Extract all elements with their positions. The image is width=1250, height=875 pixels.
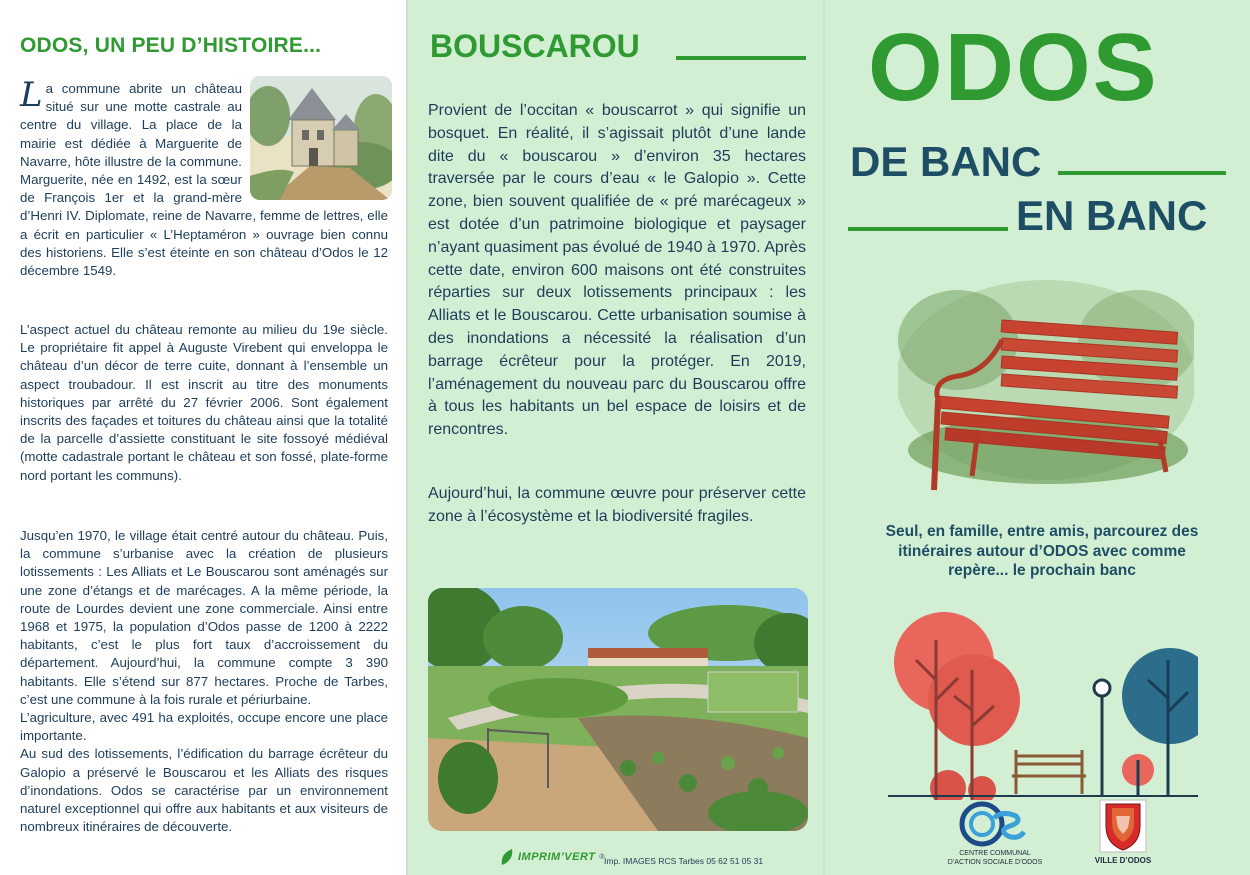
leaf-icon bbox=[500, 848, 514, 866]
drop-cap: L bbox=[20, 75, 43, 115]
history-paragraph-5: Au sud des lotissements, l’édification du barrage écrêteur du Galopio a préservé le Bouscarou et les Alliats des risques d’inondations. Odos se caractérise par un environnement naturel exceptionnel qui offre aux habitants et aux visiteurs de nombreux itinéraires de découverte. bbox=[20, 746, 388, 835]
registered-mark: ® bbox=[599, 853, 605, 861]
ccas-mark-icon bbox=[958, 800, 1028, 848]
subtitle-rule bbox=[848, 227, 1008, 231]
imprim-vert-logo bbox=[500, 848, 605, 866]
park-scene bbox=[428, 588, 808, 831]
tagline: Seul, en famille, entre amis, parcourez des itinéraires autour d’ODOS avec comme repère... le prochain banc bbox=[885, 523, 1199, 579]
history-title: ODOS, UN PEU D’HISTOIRE... bbox=[20, 34, 322, 57]
history-paragraph-3-group bbox=[20, 527, 388, 836]
ville-label: VILLE D’ODOS bbox=[1094, 856, 1152, 865]
bench-drawing bbox=[898, 280, 1194, 492]
bouscarou-paragraph-2: Aujourd’hui, la commune œuvre pour préserver cette zone à l’écosystème et la biodiversité fragiles. bbox=[428, 485, 806, 525]
castle-illustration bbox=[250, 76, 392, 200]
subtitle-en-banc: EN BANC bbox=[1016, 192, 1208, 239]
history-paragraph-1-text: a commune abrite un château situé sur une motte castrale au centre du village. La place de la mairie est dédiée à Marguerite de Navarre, hôte illustre de la commune. Marguerite, née en 1492, est la sœur de François 1er et la grand-mère d’Henri IV. Diplomate, reine de Navarre, femme de lettres, elle a écrit en particulier « L’Heptaméron » ouvrage bien connu des historiens. Elle s’est éteinte en son château d’Odos le 12 décembre 1549. bbox=[20, 81, 388, 279]
trees-bench-illustration bbox=[888, 600, 1198, 800]
shield-icon bbox=[1098, 798, 1148, 854]
ccas-label-line-2: D’ACTION SOCIALE D’ODOS bbox=[947, 859, 1043, 866]
ccas-label-line-1: CENTRE COMMUNAL bbox=[959, 850, 1031, 857]
ccas-label bbox=[932, 849, 1058, 867]
fold-line bbox=[823, 0, 825, 875]
coat-of-arms bbox=[1098, 798, 1148, 854]
title-rule bbox=[676, 56, 806, 60]
bouscarou-title: BOUSCAROU bbox=[430, 28, 640, 64]
history-paragraph-3: Jusqu’en 1970, le village était centré autour du château. Puis, la commune s’urbanise avec la création de plusieurs lotissements : Les Alliats et Le Bouscarou sont aménagés sur une zone d’étangs et de marécages. A la même période, la route de Lourdes devient une zone commerciale. Ainsi entre 1968 et 1975, la population d’Odos passe de 1200 à 2222 habitants, c’est le plus fort taux d’accroissement du département. Aujourd’hui, la commune compte 3 390 habitants. Elle s’étend sur 877 hectares. Proche de Tarbes, c’est une commune à la fois rurale et périurbaine. bbox=[20, 528, 388, 707]
history-paragraph-2: L’aspect actuel du château remonte au milieu du 19e siècle. Le propriétaire fit appel à Auguste Virebent qui enveloppa le château d’un décor de terre cuite, donnant à l’ensemble un aspect troubadour. Il est inscrit au titre des monuments historiques par arrêté du 27 février 2006. Sont également inscrits des façades et toitures du château ainsi que la totalité de la parcelle d’assiette constituant le site fossoyé médiéval (motte cadastrale portant le château et son fossé, plate-forme nord portant les communs). bbox=[20, 322, 388, 483]
park-photo bbox=[428, 588, 808, 831]
ccas-logo bbox=[958, 800, 1028, 848]
subtitle-rule bbox=[1058, 171, 1226, 175]
castle-drawing bbox=[250, 76, 392, 200]
subtitle-de-banc: DE BANC bbox=[850, 138, 1042, 185]
imprim-vert-label: IMPRIM’VERT bbox=[518, 851, 596, 863]
history-paragraph-4: L’agriculture, avec 491 ha exploités, occupe encore une place importante. bbox=[20, 710, 388, 744]
history-paragraph-1 bbox=[20, 75, 388, 280]
red-bench-illustration bbox=[898, 280, 1194, 492]
fold-line bbox=[406, 0, 408, 875]
printer-credit: Imp. IMAGES RCS Tarbes 05 62 51 05 31 bbox=[604, 856, 764, 866]
odos-title: ODOS bbox=[868, 14, 1159, 121]
trees-drawing bbox=[888, 600, 1198, 800]
bouscarou-paragraph-1: Provient de l’occitan « bouscarrot » qui signifie un bosquet. En réalité, il s’agissait plutôt d’une lande dite du « bouscarou » d’environ 35 hectares traversée par le cours d’eau « le Galopio ». Cette zone, bien souvent qualifiée de « pré marécageux » est dotée d’un patrimoine biologique et paysager n’ayant quasiment pas évolué de 1940 à 1970. Après cette date, environ 600 maisons ont été construites réparties sur deux lotissements principaux : les Alliats et le Bouscarou. Cette urbanisation soumise à des inondations a nécessité la réalisation d’un barrage écrêteur pour la protéger. En 2019, l’aménagement du nouveau parc du Bouscarou offre à tous les habitants un bel espace de loisirs et de rencontres. bbox=[428, 102, 806, 439]
